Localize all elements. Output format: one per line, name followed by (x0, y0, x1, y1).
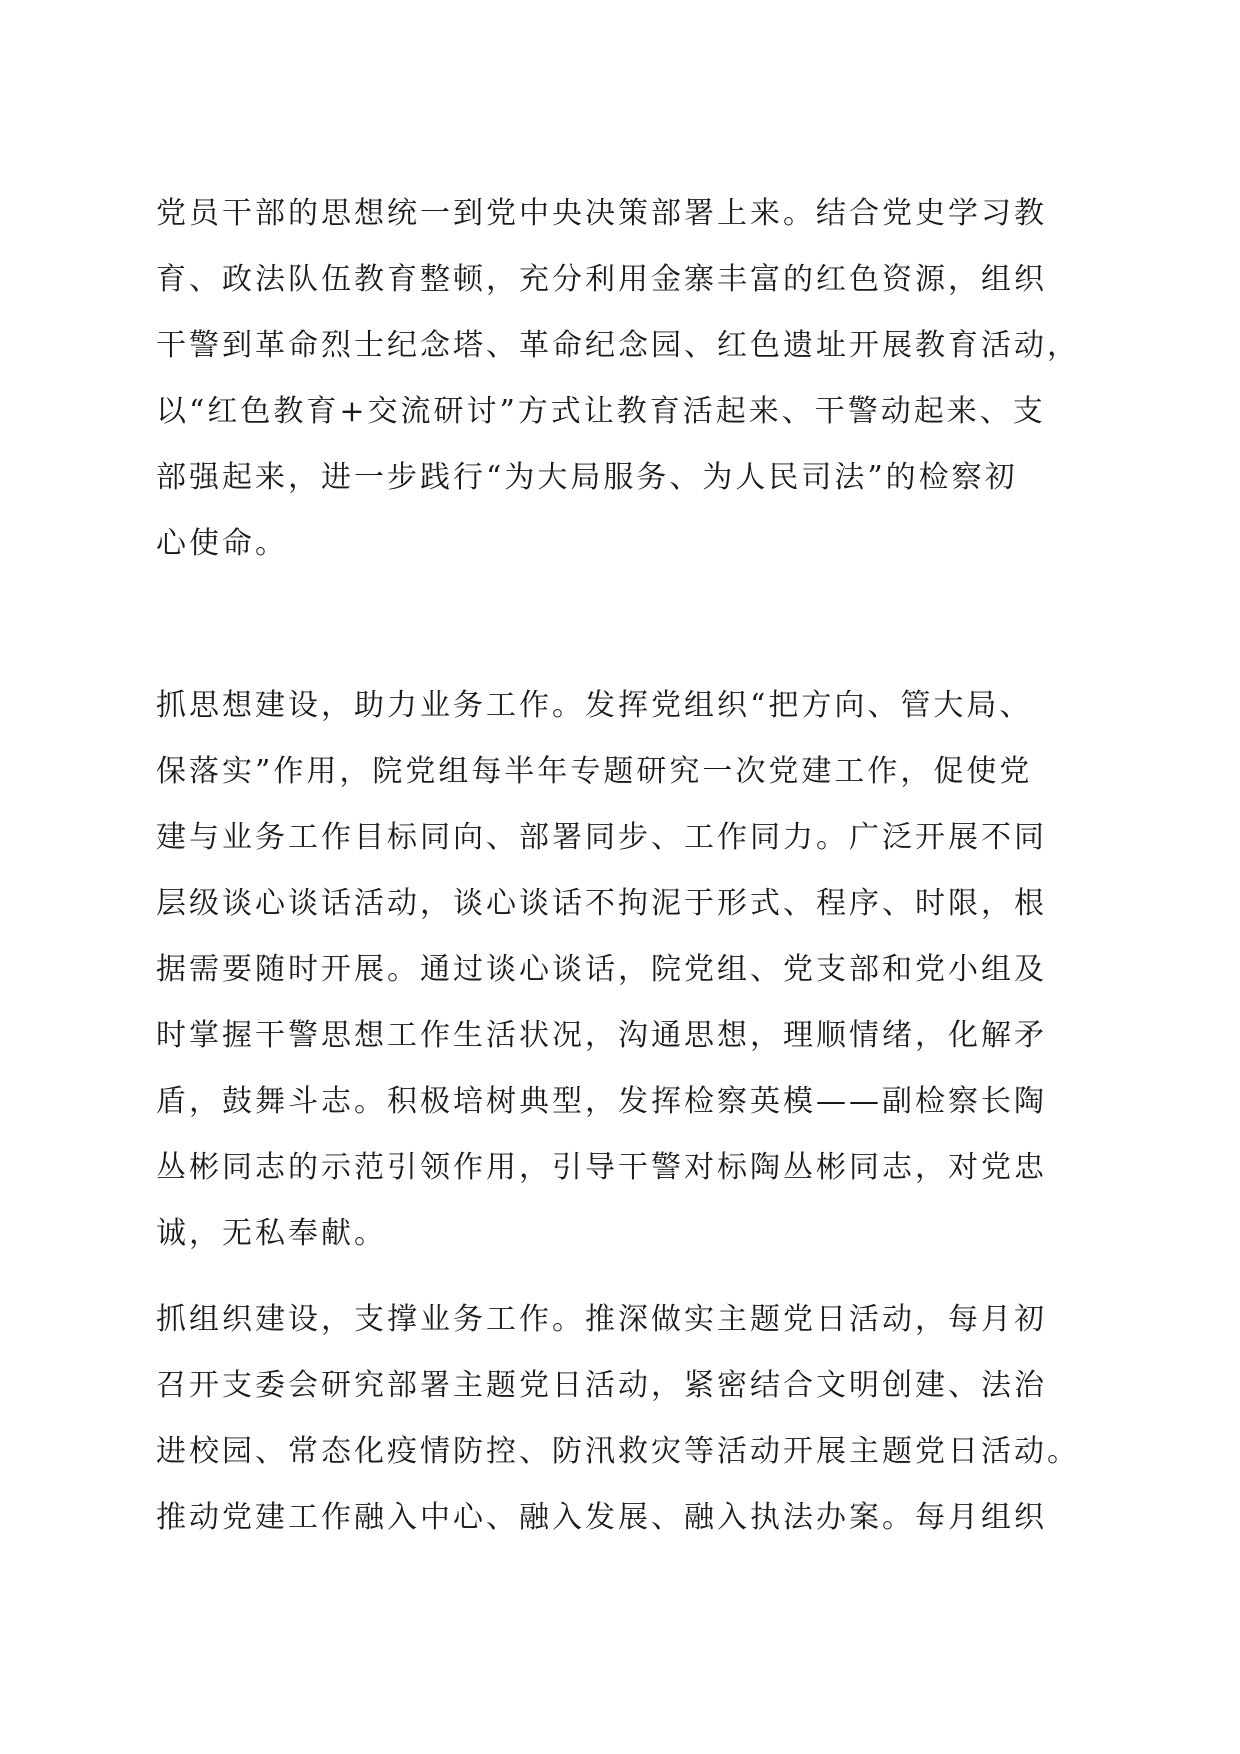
text-line: 进校园、常态化疫情防控、防汛救灾等活动开展主题党日活动。 (156, 1434, 1080, 1469)
text-line: 以“红色教育+交流研讨”方式让教育活起来、干警动起来、支 (156, 394, 1046, 429)
text-line: 召开支委会研究部署主题党日活动，紧密结合文明创建、法治 (156, 1368, 1047, 1403)
text-line: 据需要随时开展。通过谈心谈话，院党组、党支部和党小组及 (156, 952, 1047, 987)
text-line: 盾，鼓舞斗志。积极培树典型，发挥检察英模——副检察长陶 (156, 1084, 1047, 1119)
paragraph-3 (156, 1287, 1096, 1551)
text-line: 诚，无私奉献。 (156, 1216, 387, 1251)
paragraph-1 (156, 181, 1096, 577)
text-line: 抓思想建设，助力业务工作。发挥党组织“把方向、管大局、 (156, 688, 1033, 723)
text-line: 育、政法队伍教育整顿，充分利用金寨丰富的红色资源，组织 (156, 262, 1047, 297)
text-line: 层级谈心谈话活动，谈心谈话不拘泥于形式、程序、时限，根 (156, 886, 1047, 921)
text-line: 建与业务工作目标同向、部署同步、工作同力。广泛开展不同 (156, 820, 1047, 855)
text-line: 保落实”作用，院党组每半年专题研究一次党建工作，促使党 (156, 754, 1033, 789)
text-line: 部强起来，进一步践行“为大局服务、为人民司法”的检察初 (156, 460, 1018, 495)
text-line: 丛彬同志的示范引领作用，引导干警对标陶丛彬同志，对党忠 (156, 1150, 1047, 1185)
paragraph-2 (156, 673, 1096, 1267)
text-line: 时掌握干警思想工作生活状况，沟通思想，理顺情绪，化解矛 (156, 1018, 1047, 1053)
text-line: 心使命。 (156, 526, 288, 561)
text-line: 推动党建工作融入中心、融入发展、融入执法办案。每月组织 (156, 1500, 1047, 1535)
text-line: 干警到革命烈士纪念塔、革命纪念园、红色遗址开展教育活动， (156, 328, 1080, 363)
text-line: 党员干部的思想统一到党中央决策部署上来。结合党史学习教 (156, 196, 1047, 231)
text-line: 抓组织建设，支撑业务工作。推深做实主题党日活动，每月初 (156, 1302, 1047, 1337)
